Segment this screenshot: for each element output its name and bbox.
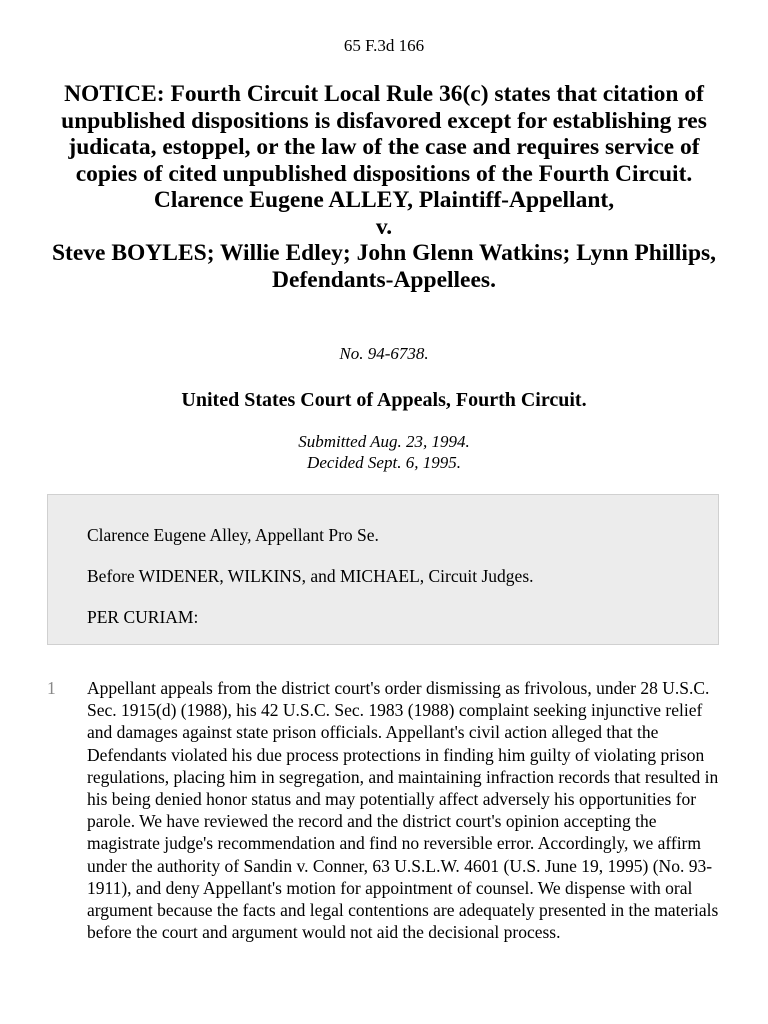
case-title (40, 81, 728, 293)
versus-line: v. (375, 213, 393, 240)
submitted-date: Submitted Aug. 23, 1994. (298, 432, 470, 451)
per-curiam-label: PER CURIAM: (87, 607, 199, 627)
case-info-box (47, 494, 719, 645)
case-dates (0, 431, 768, 473)
defendants-line: Steve BOYLES; Willie Edley; John Glenn Watkins; Lynn Phillips, Defendants-Appellees. (51, 240, 717, 293)
decided-date: Decided Sept. 6, 1995. (307, 453, 461, 472)
paragraph-text: Appellant appeals from the district court's order dismissing as frivolous, under 28 U.S.C. Sec. 1915(d) (1988), his 42 U.S.C. Sec. 1983 (1988) complaint seeking injunctive relief and damages against state prison officials. Appellant's civil action alleged that the Defendants violated his due process protections in finding him guilty of violating prison regulations, placing him in segregation, and maintaining infraction records that resulted in his being denied honor status and may potentially affect adversely his opportunities for parole. We have reviewed the record and the district court's opinion accepting the magistrate judge's recommendation and find no reversible error. Accordingly, we affirm under the authority of Sandin v. Conner, 63 U.S.L.W. 4601 (U.S. June 19, 1995) (No. 93-1911), and deny Appellant's motion for appointment of counsel. We dispense with oral argument because the facts and legal contentions are adequately presented in the materials before the court and argument would not aid the decisional process. (87, 678, 719, 943)
case-citation: 65 F.3d 166 (343, 36, 425, 55)
paragraph-number: 1 (47, 678, 56, 698)
plaintiff-line: Clarence Eugene ALLEY, Plaintiff-Appellant, (153, 187, 615, 213)
court-name: United States Court of Appeals, Fourth Circuit. (181, 389, 587, 411)
panel-judges: Before WIDENER, WILKINS, and MICHAEL, Circuit Judges. (87, 566, 534, 586)
docket-number: No. 94-6738. (339, 344, 429, 363)
counsel-line: Clarence Eugene Alley, Appellant Pro Se. (87, 525, 379, 545)
rule-notice: NOTICE: Fourth Circuit Local Rule 36(c) states that citation of unpublished dispositions is disfavored except for establishing res judicata, estoppel, or the law of the case and requires service of copies of cited unpublished dispositions of the Fourth Circuit. (61, 81, 707, 187)
